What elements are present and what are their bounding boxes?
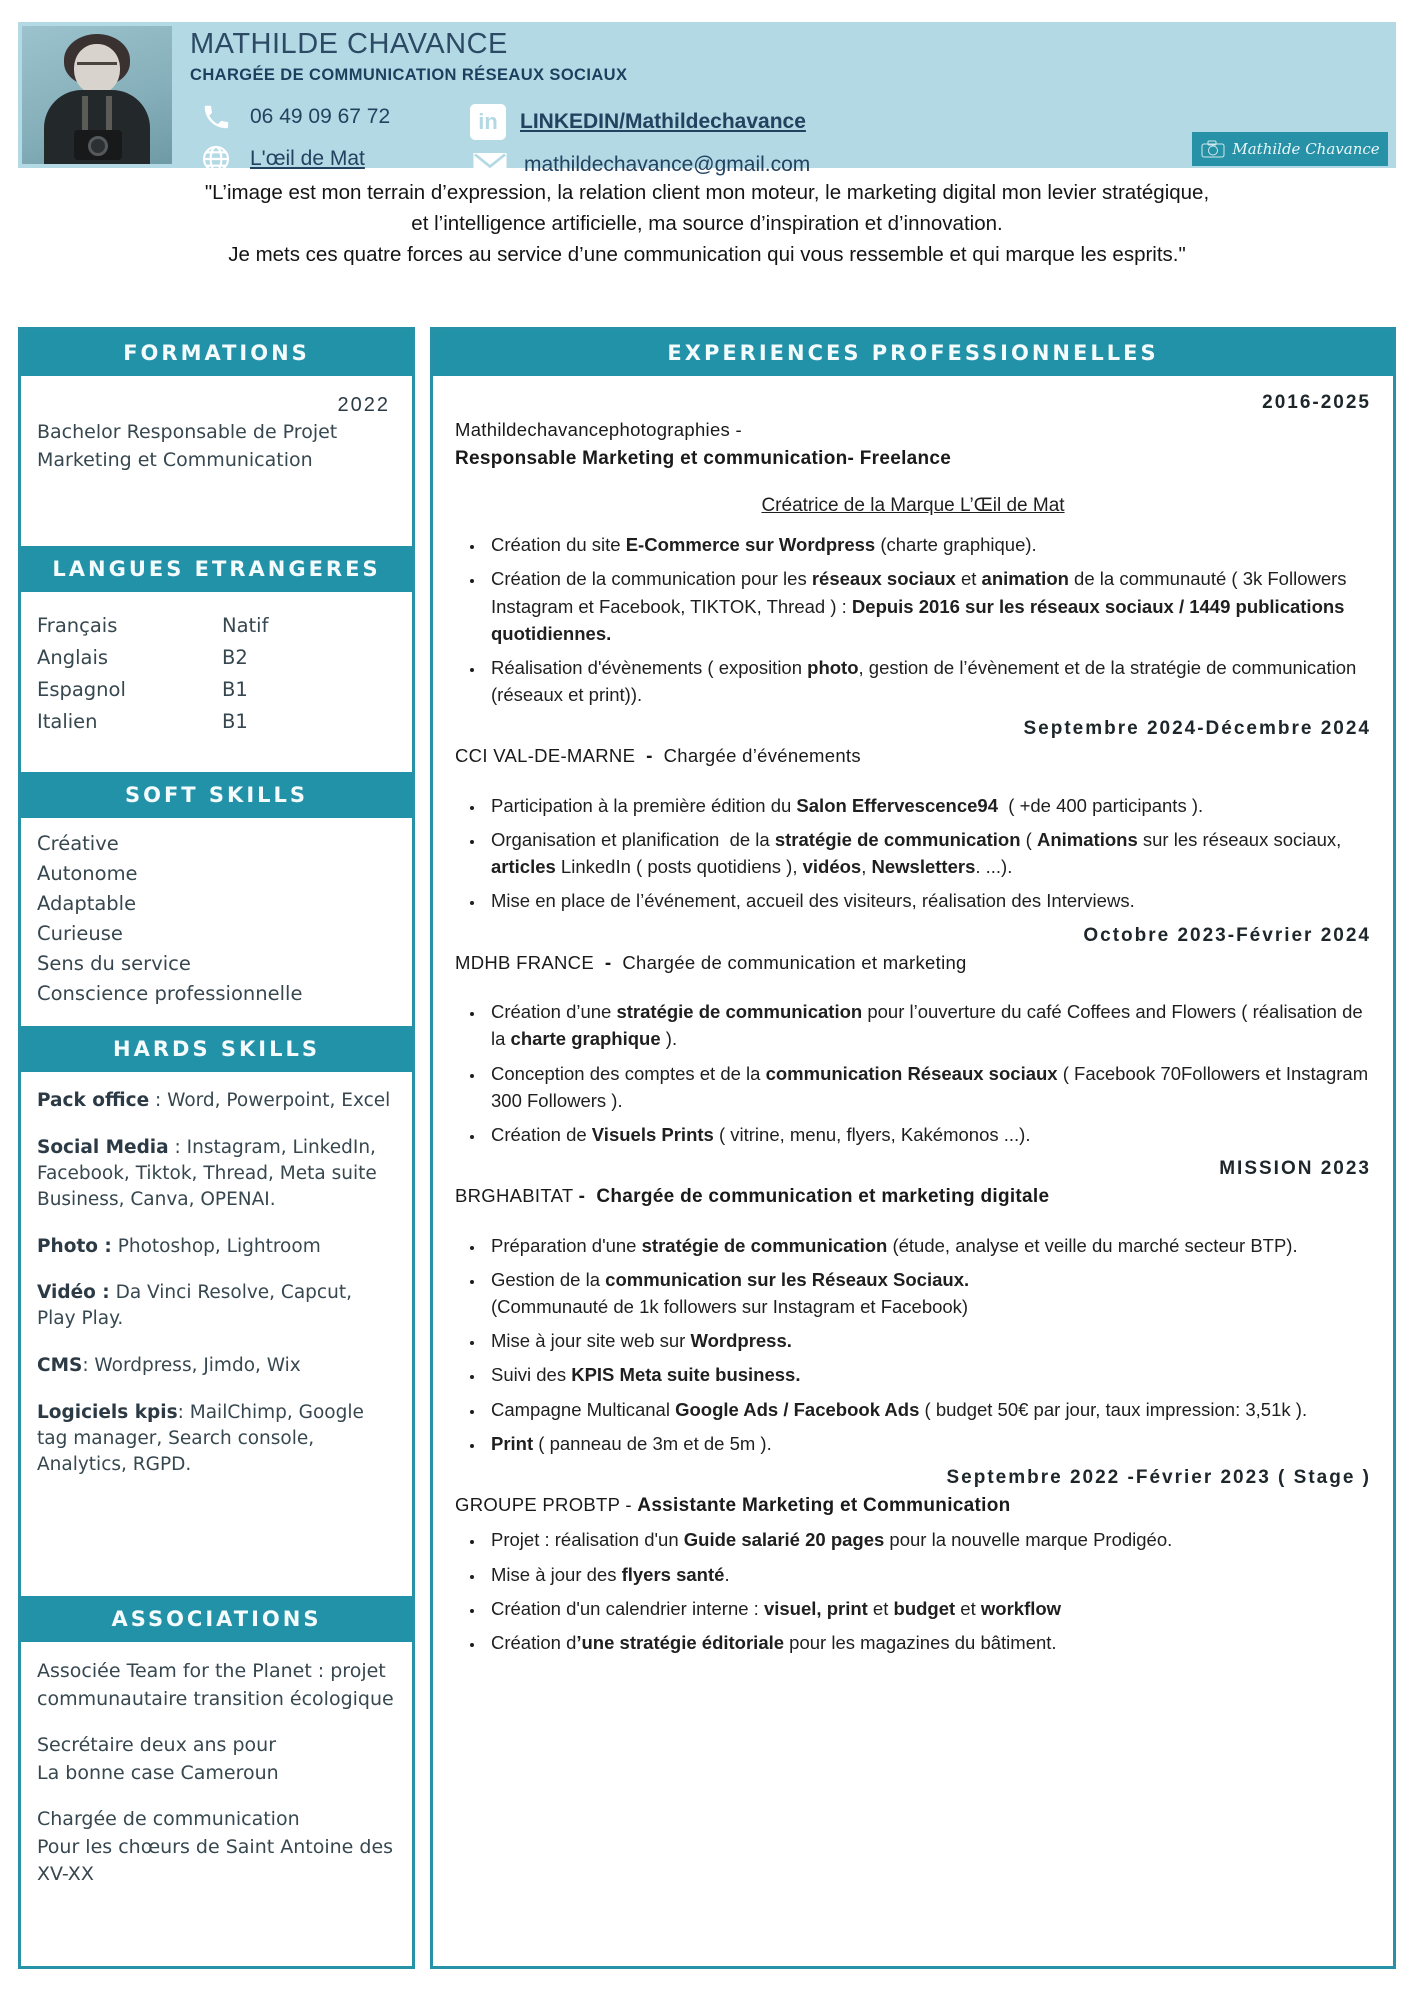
job-bullet: • Mise à jour site web sur Wordpress.	[485, 1327, 1371, 1354]
job-company: BRGHABITAT - Chargée de communication et marketing digitale	[455, 1185, 1050, 1208]
person-name: MATHILDE CHAVANCE	[190, 28, 508, 60]
language-row	[37, 614, 396, 637]
job-bullet: • Campagne Multicanal Google Ads / Facebook Ads ( budget 50€ par jour, taux impression: 3,51k ).	[485, 1396, 1371, 1423]
section-header-associations: ASSOCIATIONS	[21, 1596, 412, 1642]
section-header-soft-skills: SOFT SKILLS	[21, 772, 412, 818]
job-bullets	[485, 1526, 1371, 1656]
job-bullet: • Création de Visuels Prints ( vitrine, menu, flyers, Kakémonos ...).	[485, 1121, 1371, 1148]
globe-icon	[196, 142, 236, 176]
language-name: Espagnol	[37, 678, 126, 701]
soft-skill: Créative	[37, 832, 119, 855]
job-bullet: • Organisation et planification de la stratégie de communication ( Animations sur les réseaux sociaux, articles LinkedIn ( posts quotidiens ), vidéos, Newsletters. ...).	[485, 826, 1371, 880]
profile-photo	[22, 26, 172, 164]
section-header-hard-skills: HARDS SKILLS	[21, 1026, 412, 1072]
language-row	[37, 646, 396, 669]
job-entry	[455, 1467, 1371, 1656]
job-bullet: • Suivi des KPIS Meta suite business.	[485, 1361, 1371, 1388]
quote-line-2: et l’intelligence artificielle, ma source d’inspiration et d’innovation.	[411, 211, 1003, 235]
soft-skill: Sens du service	[37, 952, 191, 975]
language-name: Anglais	[37, 646, 109, 669]
job-bullet: • Création du site E-Commerce sur Wordpress (charte graphique).	[485, 531, 1371, 558]
association-item: Secrétaire deux ans pour La bonne case Cameroun	[37, 1734, 279, 1784]
camera-icon	[1200, 139, 1226, 159]
job-bullet: • Réalisation d'évènements ( exposition photo, gestion de l’évènement et de la stratégie de communication (réseaux et print)).	[485, 654, 1371, 708]
person-job-title: CHARGÉE DE COMMUNICATION RÉSEAUX SOCIAUX	[190, 66, 628, 84]
hard-skill-group: Vidéo : Da Vinci Resolve, Capcut, Play Play.	[37, 1282, 352, 1330]
job-bullet: • Création de la communication pour les réseaux sociaux et animation de la communauté ( 3k Followers Instagram et Facebook, TIKTOK, Thread ) : Depuis 2016 sur les réseaux sociaux / 1449 publications quotidiennes.	[485, 565, 1371, 647]
job-company: CCI VAL-DE-MARNE - Chargée d’événements	[455, 745, 861, 768]
job-bullet: • Création d’une stratégie éditoriale pour les magazines du bâtiment.	[485, 1629, 1371, 1656]
phone-icon	[196, 100, 236, 134]
language-name: Italien	[37, 710, 98, 733]
job-company: MDHB FRANCE - Chargée de communication et marketing	[455, 951, 967, 974]
job-bullet: • Mise à jour des flyers santé.	[485, 1561, 1371, 1588]
job-bullet: • Conception des comptes et de la communication Réseaux sociaux ( Facebook 70Followers et Instagram 300 Followers ).	[485, 1060, 1371, 1114]
hard-skill-group: Photo : Photoshop, Lightroom	[37, 1235, 321, 1257]
sidebar	[18, 327, 415, 1969]
job-date: MISSION 2023	[1219, 1158, 1371, 1180]
website-row	[196, 142, 365, 176]
section-header-formations: FORMATIONS	[21, 330, 412, 376]
job-bullet: • Participation à la première édition du Salon Effervescence94 ( +de 400 participants ).	[485, 792, 1371, 819]
email-row	[470, 148, 810, 182]
job-date: 2016-2025	[1262, 392, 1371, 413]
formations-section	[21, 376, 412, 546]
hard-skill-group: CMS: Wordpress, Jimdo, Wix	[37, 1355, 301, 1377]
job-bullet: • Print ( panneau de 3m et de 5m ).	[485, 1430, 1371, 1457]
quote-line-3: Je mets ces quatre forces au service d’une communication qui vous ressemble et qui marque les esprits."	[228, 242, 1186, 266]
association-item: Associée Team for the Planet : projet communautaire transition écologique	[37, 1660, 394, 1710]
job-bullet: • Gestion de la communication sur les Réseaux Sociaux. (Communauté de 1k followers sur Instagram et Facebook)	[485, 1266, 1371, 1320]
job-bullets	[485, 792, 1371, 915]
section-header-langues: LANGUES ETRANGERES	[21, 546, 412, 592]
language-row	[37, 710, 396, 733]
job-bullets	[485, 998, 1371, 1148]
job-date: Septembre 2024-Décembre 2024	[1023, 718, 1371, 740]
personal-quote	[0, 178, 1414, 270]
header	[18, 22, 1396, 176]
job-subtitle: Créatrice de la Marque L’Œil de Mat	[761, 495, 1065, 517]
soft-skills-section	[21, 818, 412, 1026]
job-entry	[455, 925, 1371, 1148]
job-date: Octobre 2023-Février 2024	[1083, 924, 1371, 946]
job-entry	[455, 718, 1371, 914]
job-bullet: • Projet : réalisation d'un Guide salarié 20 pages pour la nouvelle marque Prodigéo.	[485, 1526, 1371, 1553]
email-address[interactable]: mathildechavance@gmail.com	[524, 153, 811, 176]
langues-section	[21, 592, 412, 772]
job-entry	[455, 392, 1371, 708]
language-level: B1	[222, 678, 248, 701]
linkedin-icon: in	[470, 104, 506, 140]
language-level: B2	[222, 646, 248, 669]
job-bullet: • Mise en place de l’événement, accueil des visiteurs, réalisation des Interviews.	[485, 887, 1371, 914]
job-bullet: • Création d'un calendrier interne : visuel, print et budget et workflow	[485, 1595, 1371, 1622]
association-item: Chargée de communication Pour les chœurs de Saint Antoine des XV-XX	[37, 1808, 394, 1886]
mail-icon	[470, 148, 510, 182]
quote-line-1: "L’image est mon terrain d’expression, la relation client mon moteur, le marketing digital mon levier stratégique,	[204, 181, 1210, 204]
job-company: Mathildechavancephotographies - Responsable Marketing et communication- Freelance	[455, 419, 952, 469]
job-date: Septembre 2022 -Février 2023 ( Stage )	[946, 1466, 1371, 1488]
website-link[interactable]: L'œil de Mat	[250, 147, 365, 170]
formation-year: 2022	[337, 394, 390, 416]
job-company: GROUPE PROBTP - Assistante Marketing et Communication	[455, 1493, 1011, 1516]
hard-skills-section	[21, 1072, 412, 1596]
soft-skill: Adaptable	[37, 892, 137, 915]
hard-skill-group: Logiciels kpis: MailChimp, Google tag manager, Search console, Analytics, RGPD.	[37, 1402, 364, 1475]
job-bullets	[485, 531, 1371, 708]
section-header-experiences: EXPERIENCES PROFESSIONNELLES	[433, 330, 1393, 376]
language-level: B1	[222, 710, 248, 733]
hard-skill-group: Social Media : Instagram, LinkedIn, Facebook, Tiktok, Thread, Meta suite Business, Canva, OPENAI.	[37, 1136, 377, 1210]
brand-logo-text: Mathilde Chavance	[1232, 140, 1380, 158]
job-bullets	[485, 1232, 1371, 1457]
associations-section	[21, 1642, 412, 1889]
language-name: Français	[37, 614, 118, 637]
soft-skill: Curieuse	[37, 922, 123, 945]
phone-number: 06 49 09 67 72	[250, 105, 391, 128]
soft-skill: Autonome	[37, 862, 138, 885]
experiences-content	[433, 376, 1393, 1656]
linkedin-row	[470, 104, 806, 140]
brand-logo	[1192, 132, 1388, 166]
job-bullet: • Préparation d'une stratégie de communication (étude, analyse et veille du marché secteur BTP).	[485, 1232, 1371, 1259]
linkedin-link[interactable]: LINKEDIN/Mathildechavance	[520, 110, 806, 133]
experiences-column	[430, 327, 1396, 1969]
hard-skill-group: Pack office : Word, Powerpoint, Excel	[37, 1090, 391, 1111]
phone-row	[196, 100, 390, 134]
job-bullet: • Création d’une stratégie de communication pour l’ouverture du café Coffees and Flowers ( réalisation de la charte graphique ).	[485, 998, 1371, 1052]
job-entry	[455, 1158, 1371, 1457]
language-level: Natif	[222, 614, 269, 637]
formation-text: Bachelor Responsable de Projet Marketing et Communication	[37, 421, 338, 471]
soft-skill: Conscience professionnelle	[37, 982, 303, 1005]
language-row	[37, 678, 396, 701]
